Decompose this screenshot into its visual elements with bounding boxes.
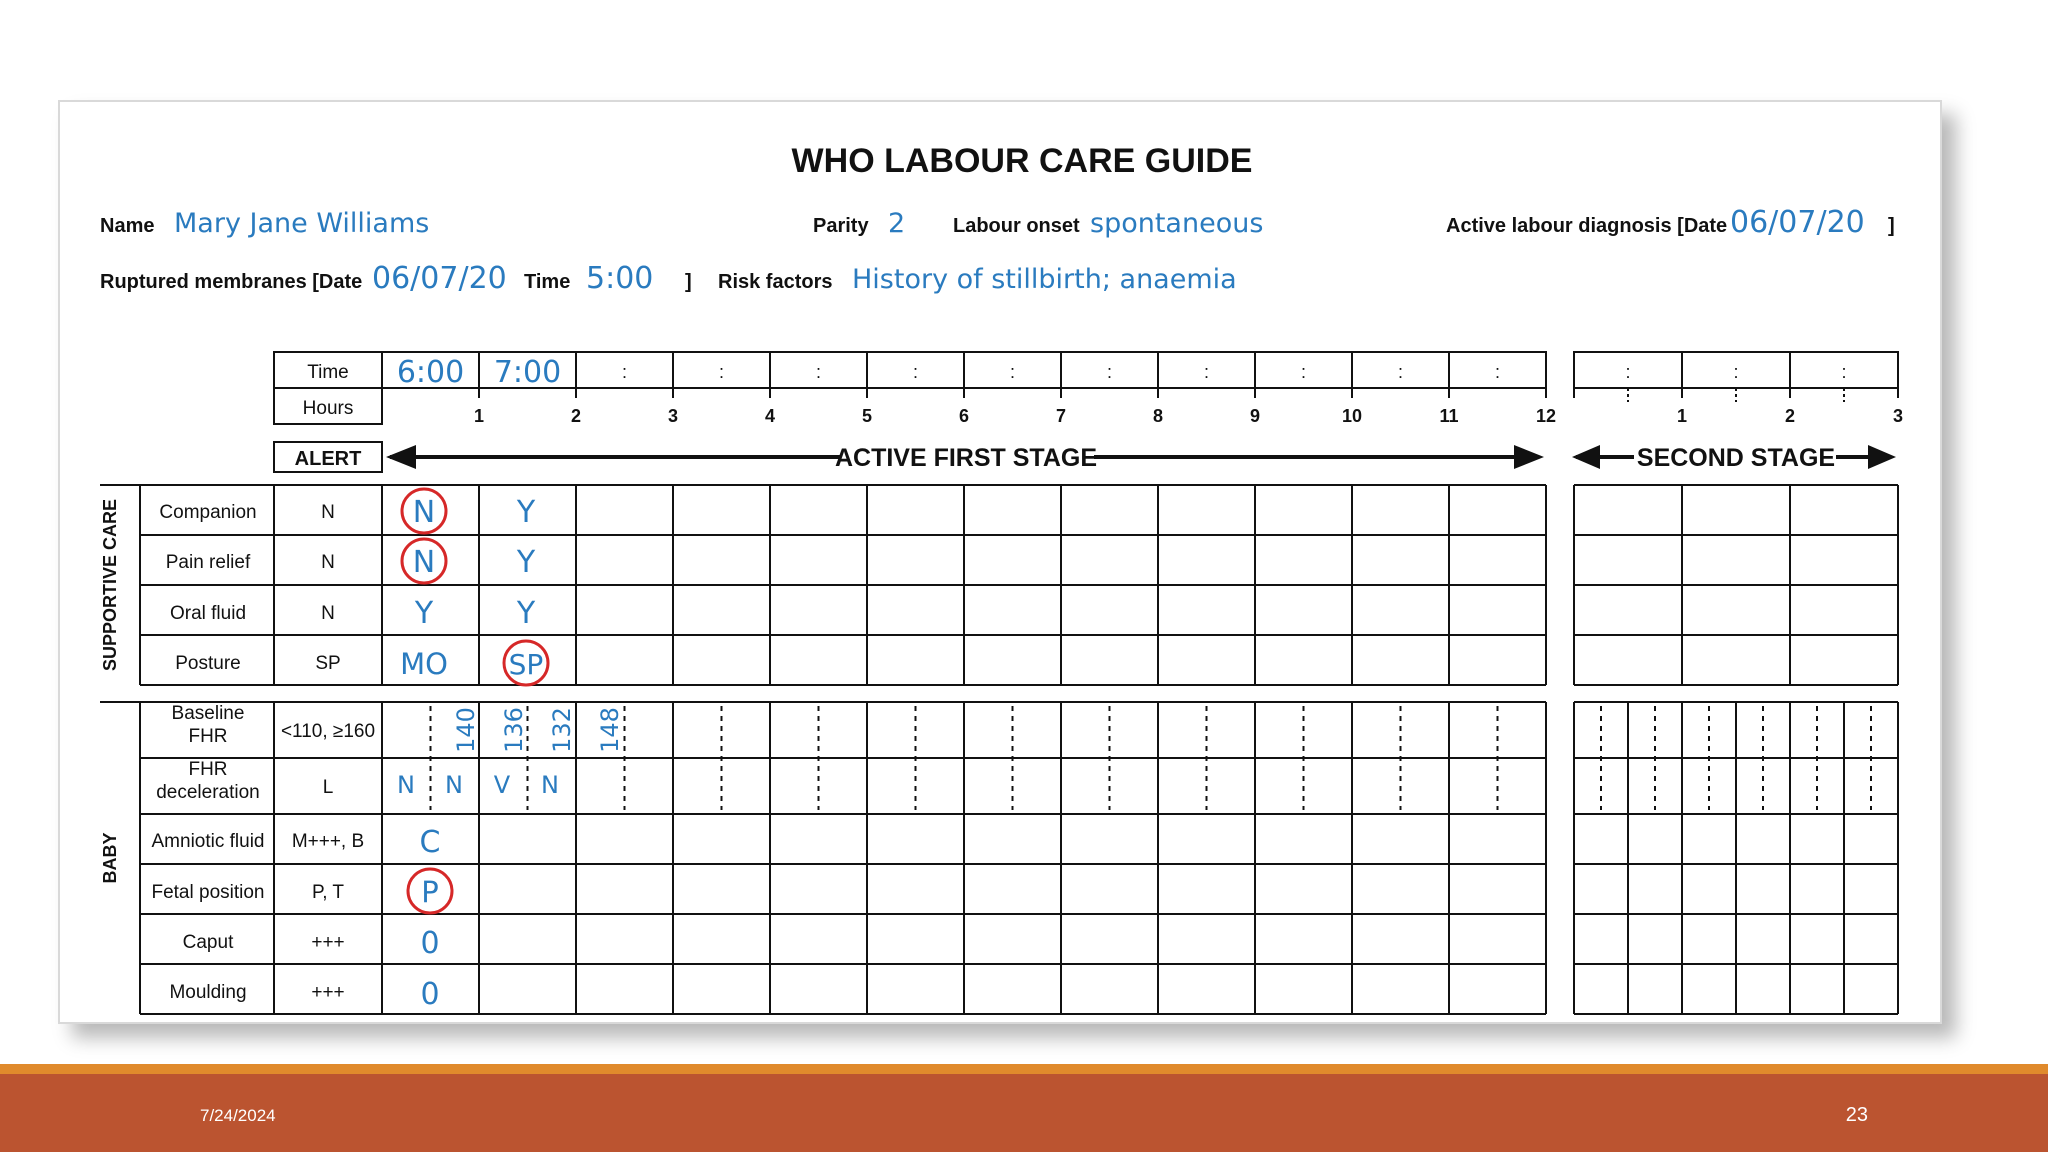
- hour-label-6: 6: [958, 406, 970, 426]
- row-label-pain-relief: Pain relief: [165, 552, 251, 573]
- value-posture-1: MO: [400, 647, 448, 681]
- active-labour-diagnosis-date: 06/07/20: [1730, 205, 1865, 240]
- parity-label: Parity: [813, 215, 869, 237]
- time-value-9: :: [1203, 362, 1210, 382]
- slide-footer-bar: [0, 1074, 2048, 1152]
- hour-label-7: 7: [1055, 406, 1067, 426]
- hour-label-11: 11: [1439, 406, 1459, 426]
- hour-label-10: 10: [1341, 406, 1363, 426]
- footer-accent-stripe: [0, 1064, 2048, 1074]
- fhr-value-2: 136: [500, 707, 528, 753]
- value-moulding: 0: [420, 977, 440, 1012]
- alert-value-companion: N: [321, 502, 335, 523]
- row-label-fhr-deceleration-2: deceleration: [156, 782, 260, 803]
- footer-date: 7/24/2024: [200, 1106, 276, 1125]
- time-value-8: :: [1106, 362, 1113, 382]
- alert-label: ALERT: [294, 448, 362, 470]
- row-label-baseline-fhr-2: FHR: [188, 726, 228, 747]
- parity-value: 2: [888, 208, 906, 239]
- supportive-care-rows: [159, 489, 548, 685]
- second-stage-hour-label-1: 1: [1676, 406, 1688, 426]
- row-label-caput: Caput: [182, 932, 234, 953]
- row-label-moulding: Moulding: [169, 982, 247, 1003]
- labour-onset-value: spontaneous: [1090, 208, 1264, 239]
- time-row-label: Time: [307, 362, 349, 383]
- value-pain-relief-2: Y: [516, 545, 536, 580]
- alert-value-pain-relief: N: [321, 552, 335, 573]
- hour-label-12: 12: [1535, 406, 1557, 426]
- time-value-3: :: [621, 362, 628, 382]
- second-stage-hour-label-3: 3: [1892, 406, 1904, 426]
- baby-section-label: BABY: [100, 832, 120, 884]
- row-label-amniotic-fluid: Amniotic fluid: [151, 831, 265, 852]
- hour-label-5: 5: [861, 406, 873, 426]
- value-companion-1: N: [412, 495, 436, 530]
- time-value-7: :: [1009, 362, 1016, 382]
- alert-value-fhr-deceleration: L: [322, 777, 334, 798]
- hour-label-2: 2: [570, 406, 582, 426]
- row-label-fetal-position: Fetal position: [151, 882, 265, 903]
- fhr-value-3: 132: [548, 707, 576, 753]
- hours-axis: [474, 388, 1903, 426]
- time-value-10: :: [1300, 362, 1307, 382]
- second-stage-time-value-2: :: [1733, 362, 1739, 382]
- labour-care-guide-card: [58, 100, 1942, 1024]
- value-posture-2: SP: [508, 648, 544, 681]
- row-label-fhr-deceleration-1: FHR: [188, 759, 228, 780]
- ruptured-membranes-time-label: Time: [524, 271, 571, 293]
- time-value-11: :: [1397, 362, 1404, 382]
- deceleration-value-1: N: [397, 771, 415, 799]
- row-label-oral-fluid: Oral fluid: [169, 603, 247, 624]
- second-stage-label: SECOND STAGE: [1636, 444, 1836, 472]
- risk-factors-label: Risk factors: [718, 271, 833, 293]
- time-value-1: 6:00: [396, 355, 465, 390]
- labour-onset-label: Labour onset: [953, 215, 1080, 237]
- row-label-posture: Posture: [175, 653, 241, 674]
- hours-row-label: Hours: [302, 398, 354, 419]
- hour-label-8: 8: [1152, 406, 1164, 426]
- hour-label-3: 3: [667, 406, 679, 426]
- alert-value-moulding: +++: [311, 982, 345, 1003]
- baby-rows: [151, 703, 624, 1012]
- ruptured-membranes-time: 5:00: [586, 261, 654, 296]
- diagnosis-bracket: ]: [1888, 215, 1895, 237]
- value-oral-fluid-1: Y: [414, 596, 434, 631]
- fhr-value-1: 140: [452, 707, 480, 753]
- form-title: WHO LABOUR CARE GUIDE: [791, 142, 1253, 180]
- ruptured-membranes-label: Ruptured membranes [Date: [100, 271, 363, 293]
- alert-value-amniotic-fluid: M+++, B: [291, 831, 365, 852]
- second-stage-time-value-3: :: [1841, 362, 1847, 382]
- second-stage-time-value-1: :: [1625, 362, 1631, 382]
- hour-label-4: 4: [764, 406, 776, 426]
- active-first-stage-arrow: [386, 444, 1544, 472]
- name-value: Mary Jane Williams: [174, 208, 430, 239]
- time-value-5: :: [815, 362, 822, 382]
- time-row-grid: [382, 352, 1898, 390]
- value-companion-2: Y: [516, 495, 536, 530]
- value-caput: 0: [420, 926, 440, 961]
- second-stage-hour-label-2: 2: [1784, 406, 1796, 426]
- time-value-12: :: [1494, 362, 1501, 382]
- alert-value-posture: SP: [315, 653, 341, 674]
- active-labour-diagnosis-label: Active labour diagnosis [Date: [1446, 215, 1728, 237]
- supportive-care-section-label: SUPPORTIVE CARE: [100, 498, 120, 672]
- alert-value-oral-fluid: N: [321, 603, 335, 624]
- alert-value-baseline-fhr: <110, ≥160: [280, 721, 376, 742]
- value-pain-relief-1: N: [412, 545, 436, 580]
- time-value-6: :: [912, 362, 919, 382]
- row-label-companion: Companion: [159, 502, 257, 523]
- ruptured-membranes-date: 06/07/20: [372, 261, 507, 296]
- hour-label-9: 9: [1249, 406, 1261, 426]
- time-value-2: 7:00: [493, 355, 562, 390]
- alert-value-caput: +++: [311, 932, 345, 953]
- time-value-4: :: [718, 362, 725, 382]
- value-fetal-position: P: [421, 875, 439, 909]
- fhr-value-4: 148: [596, 707, 624, 753]
- active-first-stage-label: ACTIVE FIRST STAGE: [834, 444, 1098, 472]
- ruptured-membranes-bracket: ]: [685, 271, 692, 293]
- second-stage-arrow: [1572, 444, 1896, 472]
- labour-care-form: [60, 102, 1940, 1022]
- deceleration-value-3: V: [493, 771, 511, 799]
- deceleration-value-2: N: [445, 771, 463, 799]
- alert-value-fetal-position: P, T: [311, 882, 345, 903]
- row-label-baseline-fhr-1: Baseline: [171, 703, 245, 724]
- hour-label-1: 1: [473, 406, 485, 426]
- slide-number: 23: [1845, 1104, 1868, 1126]
- deceleration-value-4: N: [541, 771, 559, 799]
- risk-factors-value: History of stillbirth; anaemia: [852, 264, 1237, 295]
- value-amniotic-fluid: C: [419, 825, 441, 860]
- name-label: Name: [100, 215, 155, 237]
- value-oral-fluid-2: Y: [516, 596, 536, 631]
